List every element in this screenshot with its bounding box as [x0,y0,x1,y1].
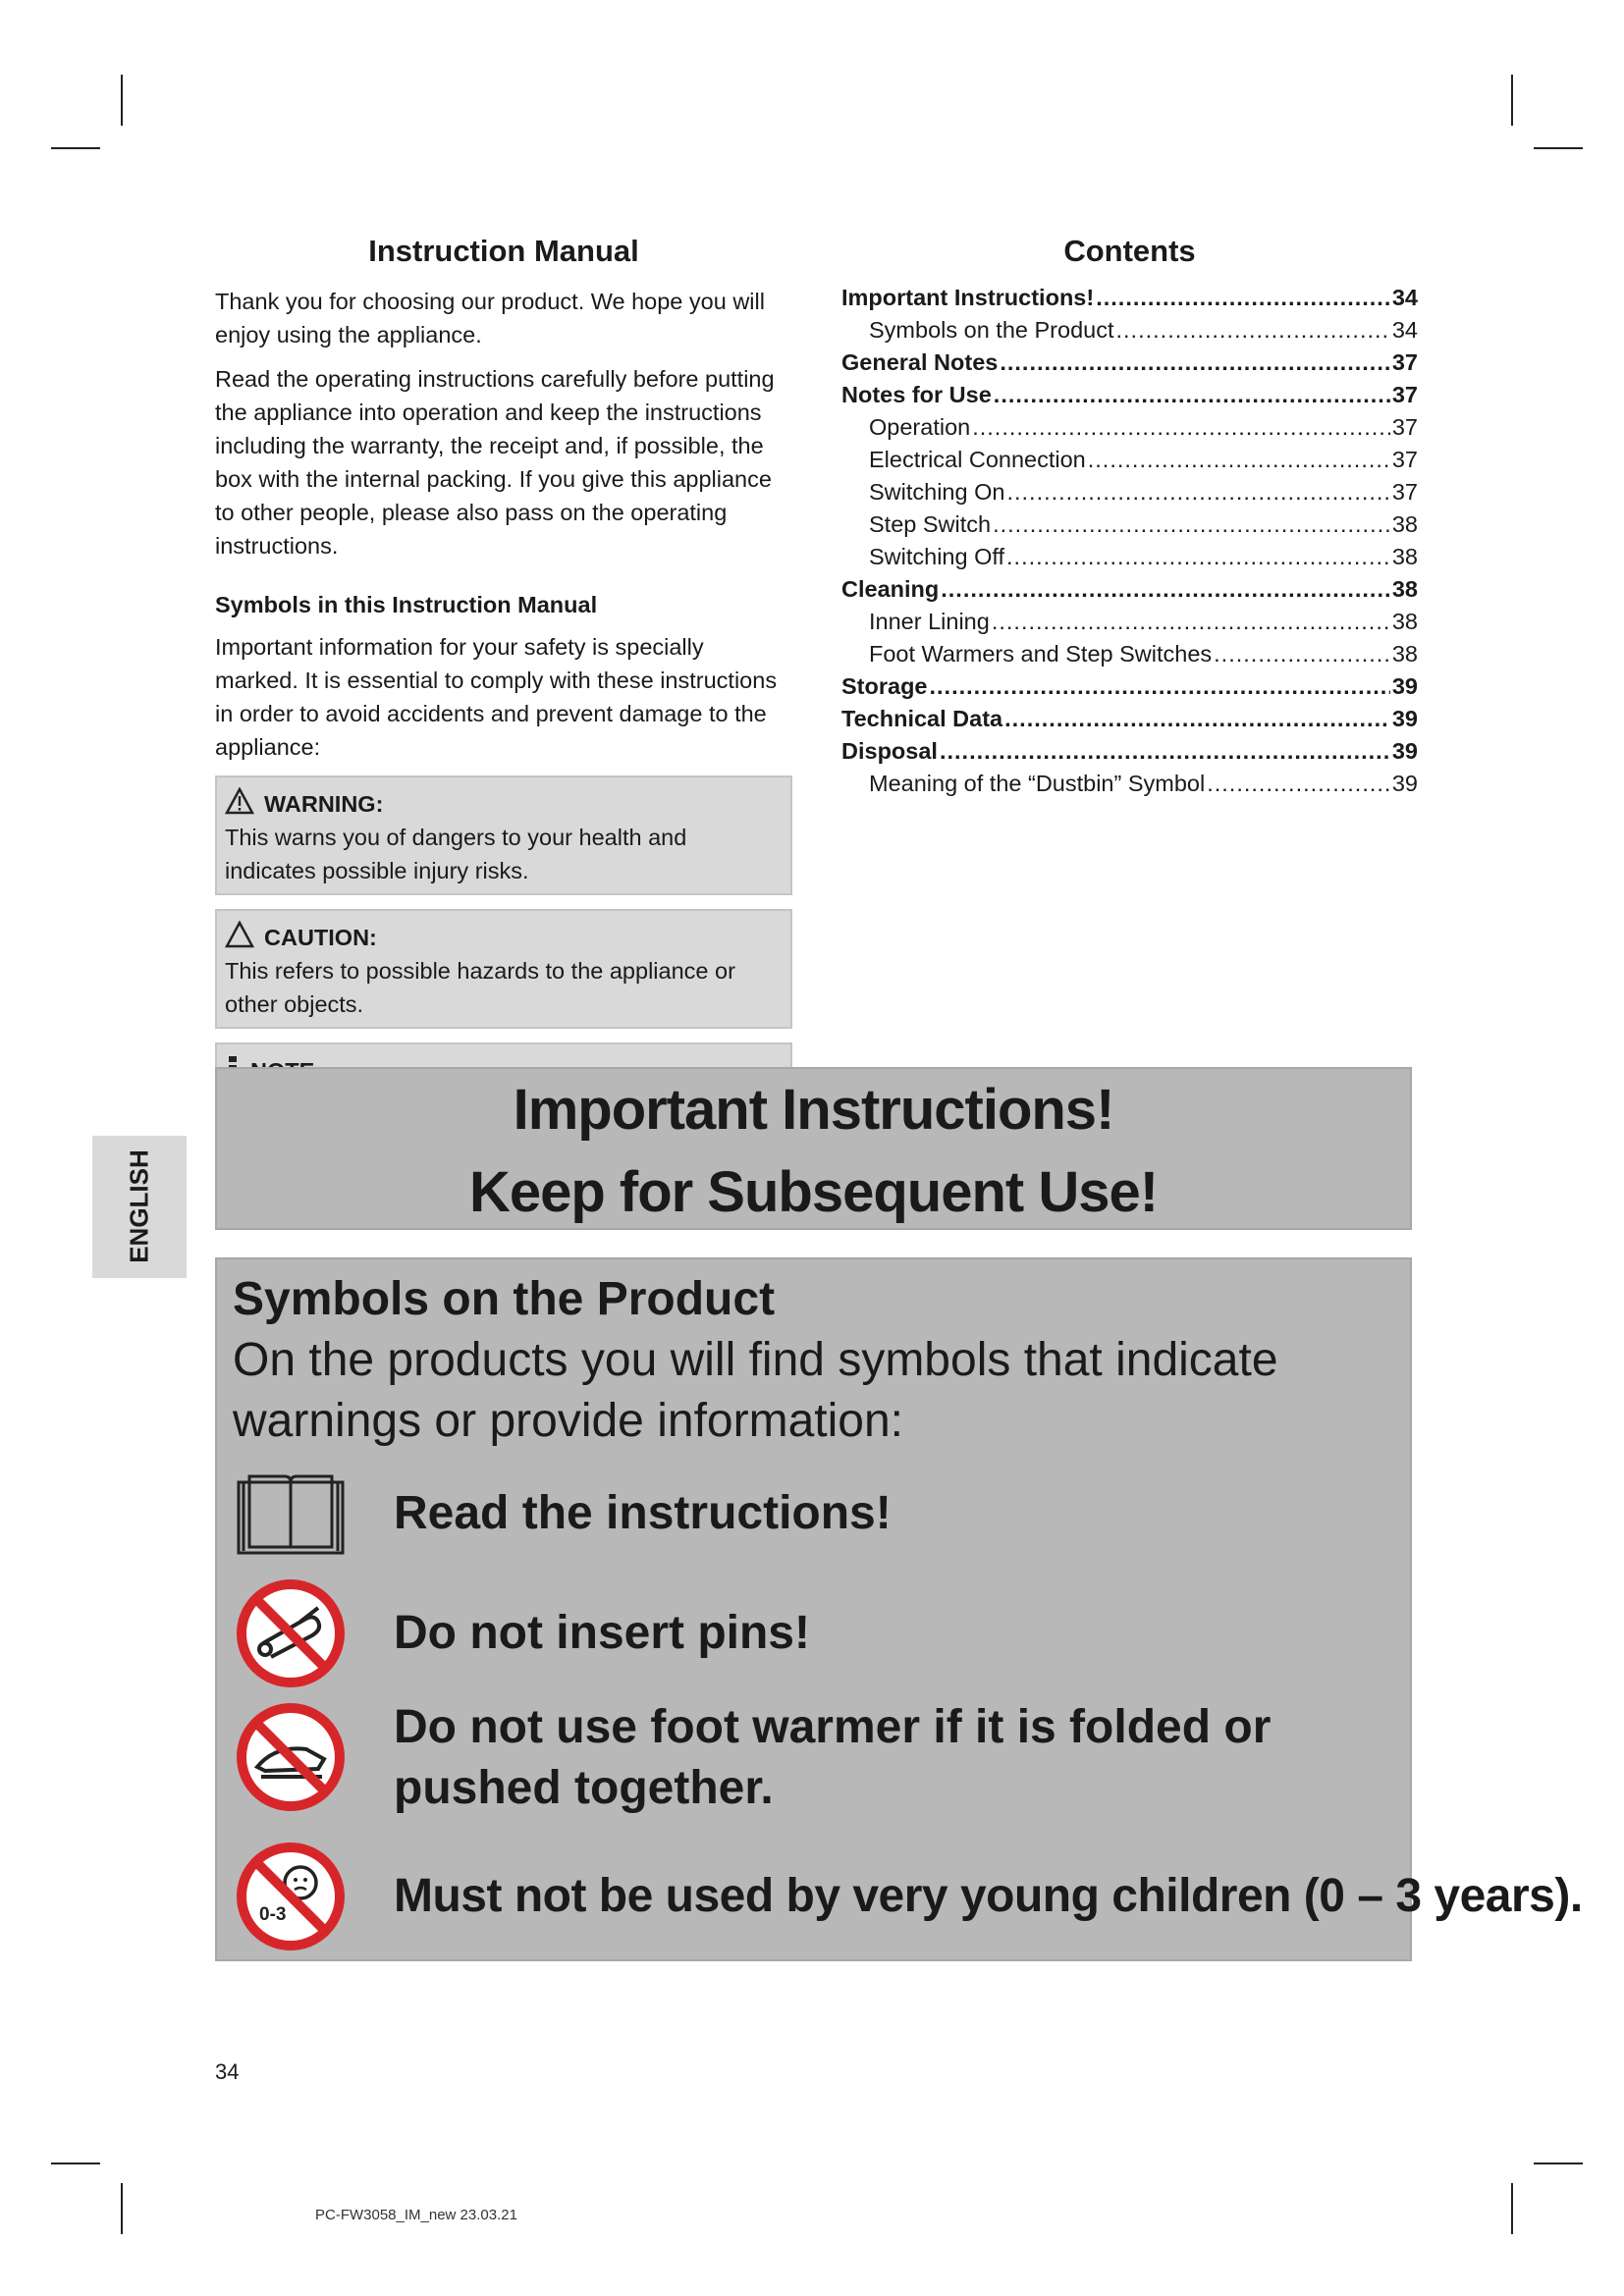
symbol-row-pins [233,1575,349,1691]
symbol-text-folding: Do not use foot warmer if it is folded or pushed together. [394,1701,1272,1814]
warning-box [215,775,792,895]
toc-list [841,285,1418,803]
caution-text: This refers to possible hazards to the appliance or other objects. [225,958,735,1017]
symbols-intro: On the products you will find symbols that indicate warnings or provide information: [233,1334,1278,1447]
symbols-title: Symbols on the Product [233,1273,776,1325]
toc-item[interactable]: Inner Lining ..... 38 [841,609,1418,641]
instruction-manual-title: Instruction Manual [368,234,639,268]
toc-item[interactable]: Step Switch ..... 38 [841,511,1418,544]
crop-mark [121,2183,123,2234]
print-footer: PC-FW3058_IM_new 23.03.21 [315,2207,517,2223]
toc-item[interactable]: Foot Warmers and Step Switches ..... 38 [841,641,1418,673]
caution-icon [225,921,254,954]
symbol-row-folding [233,1699,349,1815]
toc-item[interactable]: Notes for Use ..... 37 [841,382,1418,414]
crop-mark [121,75,123,126]
book-icon [233,1456,349,1572]
language-tab [92,1136,187,1278]
toc-item[interactable]: Symbols on the Product ..... 34 [841,317,1418,349]
crop-mark [1534,2163,1583,2164]
banner-line-2: Keep for Subsequent Use! [468,1160,1159,1224]
toc-item[interactable]: Operation ..... 37 [841,414,1418,447]
toc-item[interactable]: Storage ..... 39 [841,673,1418,706]
caution-box [215,909,792,1029]
crop-mark [51,2163,100,2164]
symbols-section [215,1257,1583,1961]
toc-item[interactable]: Technical Data ..... 39 [841,706,1418,738]
symbol-text-children: Must not be used by very young children (0 – 3 years). [394,1870,1583,1922]
language-label: ENGLISH [124,1149,154,1263]
toc-item[interactable]: Switching Off ..... 38 [841,544,1418,576]
contents-title: Contents [1063,234,1196,268]
instruction-manual-section [215,234,792,1143]
operating-paragraph: Read the operating instructions carefully before putting the appliance into operation and keep the instructions including the warranty, the receipt and, if possible, the box with the internal packing. If you give this appliance to other people, please also pass on the operating instructions. [215,366,775,559]
symbols-heading: Symbols in this Instruction Manual [215,592,598,617]
banner-line-1: Important Instructions! [513,1078,1114,1142]
warning-label: WARNING: [264,790,384,817]
toc-item[interactable]: Meaning of the “Dustbin” Symbol ..... 39 [841,771,1418,803]
toc-item[interactable]: Cleaning ..... 38 [841,576,1418,609]
safety-paragraph: Important information for your safety is specially marked. It is essential to comply with these instructions in order to avoid accidents and prevent damage to the appliance: [215,634,778,760]
age-badge: 0-3 [259,1904,287,1925]
crop-mark [51,147,100,149]
crop-mark [1511,2183,1513,2234]
toc-item[interactable]: Switching On ..... 37 [841,479,1418,511]
symbol-row-read [233,1456,349,1572]
symbol-text-read: Read the instructions! [394,1487,892,1539]
intro-paragraph: Thank you for choosing our product. We hope you will enjoy using the appliance. [215,289,765,347]
symbol-row-children [233,1839,349,1954]
crop-mark [1511,75,1513,126]
no-pins-icon [233,1575,349,1691]
toc-item[interactable]: General Notes ..... 37 [841,349,1418,382]
toc-item[interactable]: Disposal ..... 39 [841,738,1418,771]
no-children-icon [233,1839,349,1954]
contents-section [841,234,1418,803]
crop-mark [1534,147,1583,149]
important-banner [215,1067,1412,1230]
warning-text: This warns you of dangers to your health and indicates possible injury risks. [225,825,687,883]
toc-item[interactable]: Electrical Connection ..... 37 [841,447,1418,479]
no-folding-icon [233,1699,349,1815]
caution-label: CAUTION: [264,924,377,950]
warning-icon [225,787,254,821]
toc-item[interactable]: Important Instructions! ..... 34 [841,285,1418,317]
symbol-text-pins: Do not insert pins! [394,1607,810,1659]
page-number: 34 [215,2059,240,2084]
